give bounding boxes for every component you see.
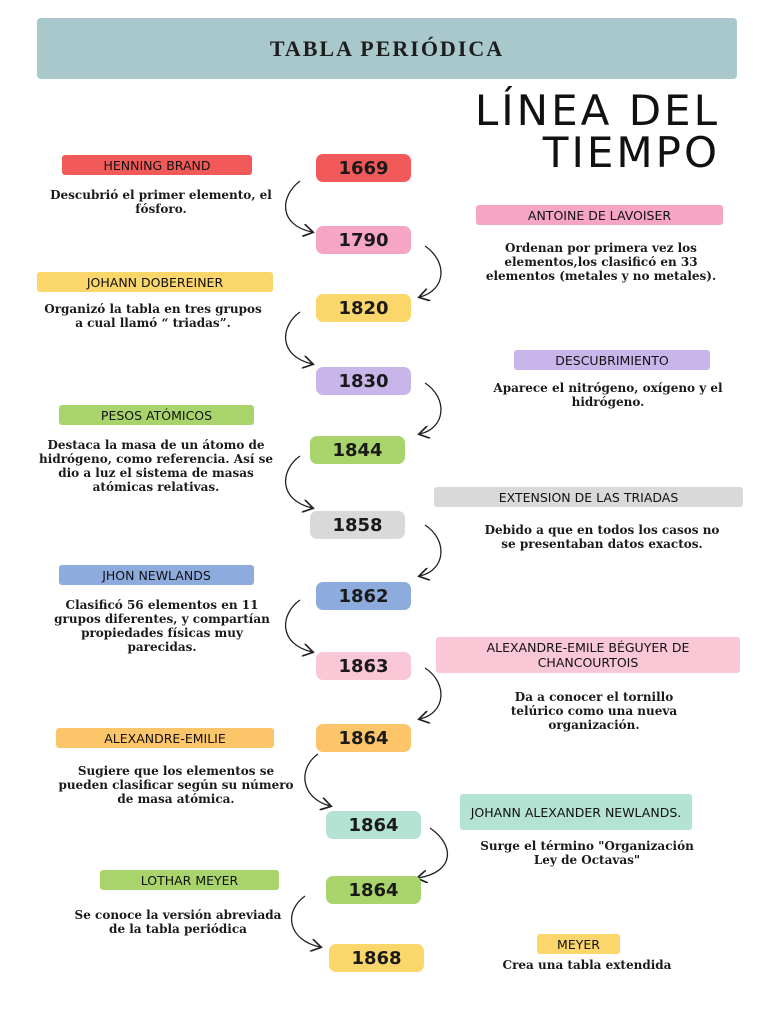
year-1669: 1669 <box>316 154 411 182</box>
arrow-1820-1830 <box>286 312 312 364</box>
arrow-1830-1844 <box>420 383 441 434</box>
header-banner <box>37 18 737 79</box>
arrow-1863-1864 <box>420 668 441 719</box>
label-pesos-atomicos: PESOS ATÓMICOS <box>59 405 254 425</box>
desc-pesos-atomicos: Destaca la masa de un átomo de hidrógeno, como referencia. Así se dio a luz el sistema de masas atómicas relativas. <box>39 438 273 494</box>
label-extension-triadas: EXTENSION DE LAS TRIADAS <box>434 487 743 507</box>
year-1858: 1858 <box>310 511 405 539</box>
desc-descubrimiento: Aparece el nitrógeno, oxígeno y el hidrógeno. <box>493 381 723 409</box>
arrow-1669-1790 <box>286 181 312 232</box>
year-1844: 1844 <box>310 436 405 464</box>
label-lothar-meyer: LOTHAR MEYER <box>100 870 279 890</box>
label-jhon-newlands: JHON NEWLANDS <box>59 565 254 585</box>
year-1862: 1862 <box>316 582 411 610</box>
label-beguyer: ALEXANDRE-EMILE BÉGUYER DE CHANCOURTOIS <box>436 637 740 673</box>
arrow-1862-1863 <box>286 600 312 652</box>
arrow-1844-1858 <box>286 456 312 508</box>
arrow-1790-1820 <box>420 246 441 297</box>
desc-jhon-newlands: Clasificó 56 elementos en 11 grupos diferentes, y compartían propiedades físicas muy parecidas. <box>54 598 270 654</box>
year-1830: 1830 <box>316 367 411 395</box>
arrow-1864b-1868 <box>292 896 320 947</box>
label-antoine-de-lavoiser: ANTOINE DE LAVOISER <box>476 205 723 225</box>
label-johann-dobereiner: JOHANN DOBEREINER <box>37 272 273 292</box>
desc-beguyer: Da a conocer el tornillo telúrico como una nueva organización. <box>510 690 678 732</box>
year-1820: 1820 <box>316 294 411 322</box>
label-descubrimiento: DESCUBRIMIENTO <box>514 350 710 370</box>
arrow-1858-1862 <box>420 525 441 576</box>
label-johann-alexander-newlands: JOHANN ALEXANDER NEWLANDS. <box>460 794 692 830</box>
arrow-1864-1864a <box>305 754 330 806</box>
label-meyer: MEYER <box>537 934 620 954</box>
banner-title: TABLA PERIÓDICA <box>269 35 505 61</box>
label-alexandre-emilie: ALEXANDRE-EMILIE <box>56 728 274 748</box>
title-line-1: LÍNEA DEL <box>474 86 720 135</box>
desc-johann-dobereiner: Organizó la tabla en tres grupos a cual llamó “ triadas”. <box>44 302 262 330</box>
desc-meyer: Crea una tabla extendida <box>502 958 672 972</box>
year-1864-c: 1864 <box>326 876 421 904</box>
desc-johann-alexander-newlands: Surge el término "Organización Ley de Octavas" <box>480 839 694 867</box>
desc-lothar-meyer: Se conoce la versión abreviada de la tabla periódica <box>74 908 282 936</box>
arrow-1864a-1864b <box>418 828 447 878</box>
year-1863: 1863 <box>316 652 411 680</box>
year-1868: 1868 <box>329 944 424 972</box>
desc-antoine-de-lavoiser: Ordenan por primera vez los elementos,los clasificó en 33 elementos (metales y no metales). <box>485 241 717 283</box>
label-henning-brand: HENNING BRAND <box>62 155 252 175</box>
desc-henning-brand: Descubrió el primer elemento, el fósforo. <box>50 188 272 216</box>
desc-alexandre-emilie: Sugiere que los elementos se pueden clasificar según su número de masa atómica. <box>58 764 294 806</box>
title-line-2: TIEMPO <box>542 128 720 177</box>
page-title <box>474 86 720 177</box>
year-1864-b: 1864 <box>326 811 421 839</box>
year-1864: 1864 <box>316 724 411 752</box>
desc-extension-triadas: Debido a que en todos los casos no se presentaban datos exactos. <box>484 523 720 551</box>
year-1790: 1790 <box>316 226 411 254</box>
